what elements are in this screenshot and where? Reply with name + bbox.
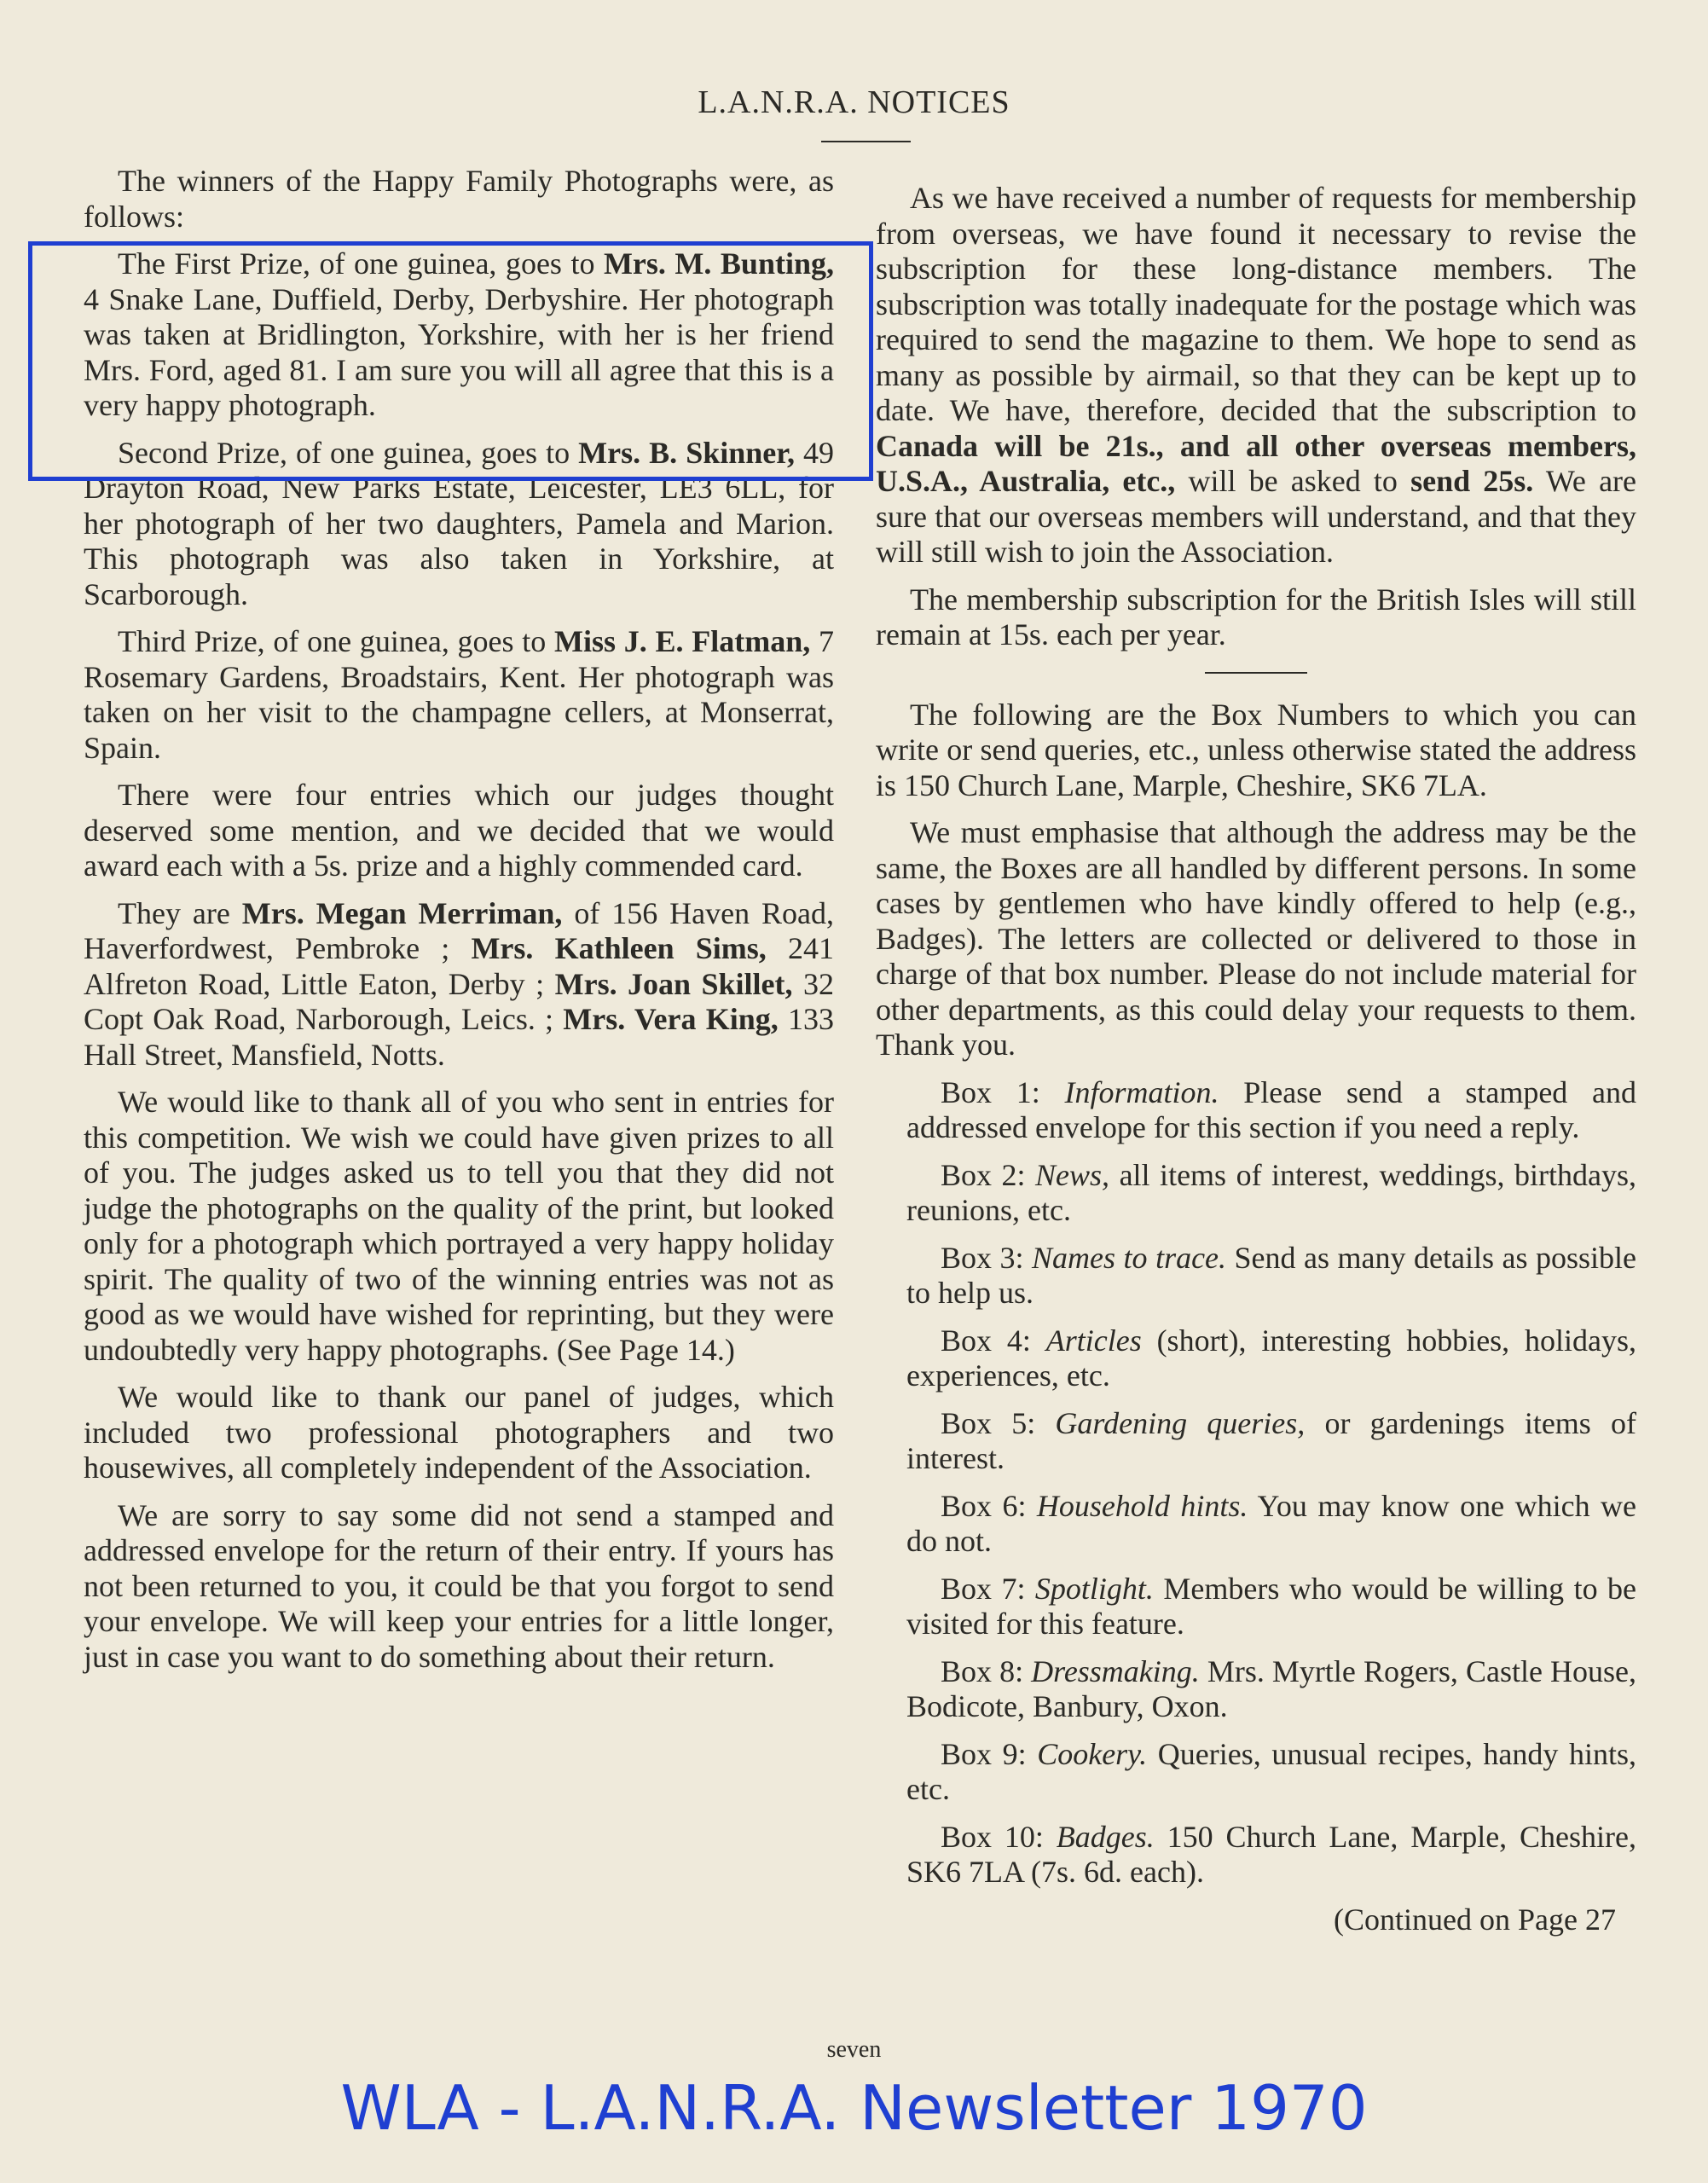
- winners-intro: The winners of the Happy Family Photographs were, as follows:: [84, 164, 834, 234]
- list-item: Box 2: News, all items of interest, weddings, birthdays, reunions, etc.: [906, 1157, 1637, 1227]
- second-prize-winner: Mrs. B. Skinner,: [578, 435, 795, 470]
- list-item: Box 8: Dressmaking. Mrs. Myrtle Rogers, Castle House, Bodicote, Banbury, Oxon.: [906, 1653, 1637, 1723]
- list-item: Box 7: Spotlight. Members who would be willing to be visited for this feature.: [906, 1571, 1637, 1641]
- highlight-box: [28, 241, 873, 481]
- list-item: Box 1: Information. Please send a stamped and addressed envelope for this section if you need a reply.: [906, 1074, 1637, 1144]
- list-item: Box 6: Household hints. You may know one which we do not.: [906, 1488, 1637, 1558]
- page-title: L.A.N.R.A. NOTICES: [698, 84, 1010, 120]
- list-item: Box 9: Cookery. Queries, unusual recipes, handy hints, etc.: [906, 1736, 1637, 1806]
- continued-note: (Continued on Page 27: [1334, 1902, 1616, 1937]
- title-underline: [821, 141, 911, 142]
- envelope-paragraph: We are sorry to say some did not send a stamped and addressed envelope for the return of their entry. If yours has not been returned to you, it could be that you forgot to send your envelope. We will keep your entries for a little longer, just in case you want to do something about their return.: [84, 1497, 834, 1674]
- mentions-intro: There were four entries which our judges thought deserved some mention, and we decided that we would award each with a 5s. prize and a highly commended card.: [84, 778, 834, 883]
- first-prize-winner: Mrs. M. Bunting,: [603, 246, 834, 281]
- british-isles-paragraph: The membership subscription for the British Isles will still remain at 15s. each per year.: [876, 582, 1636, 651]
- right-column: [876, 181, 1636, 1949]
- section-divider: [1205, 672, 1307, 674]
- thanks-entries-paragraph: We would like to thank all of you who sent in entries for this competition. We wish we could have given prizes to all of you. The judges asked us to tell you that they did not judge the photographs on the quality of the print, but looked only for a photograph which portrayed a very happy holiday spirit. The quality of two of the winning entries was not as good as we would have wished for reprinting, but they were undoubtedly very happy photographs. (See Page 14.): [84, 1085, 834, 1367]
- box-list: [876, 1075, 1636, 1891]
- third-prize-paragraph: Third Prize, of one guinea, goes to Miss J. E. Flatman, 7 Rosemary Gardens, Broadstairs, Kent. Her photograph was taken on her visit to the champagne cellers, at Monserrat, Spain.: [84, 624, 834, 765]
- box-numbers-intro: The following are the Box Numbers to which you can write or send queries, etc., unless otherwise stated the address is 150 Church Lane, Marple, Cheshire, SK6 7LA.: [876, 697, 1636, 802]
- mentions-list: They are Mrs. Megan Merriman, of 156 Haven Road, Haverfordwest, Pembroke ; Mrs. Kathleen Sims, 241 Alfreton Road, Little Eaton, Derby ; Mrs. Joan Skillet, 32 Copt Oak Road, Narborough, Leics. ; Mrs. Vera King, 133 Hall Street, Mansfield, Notts.: [84, 895, 834, 1072]
- thanks-judges-paragraph: We would like to thank our panel of judges, which included two professional photographers and two housewives, all completely independent of the Association.: [84, 1380, 834, 1485]
- footer-caption: WLA - L.A.N.R.A. Newsletter 1970: [340, 2072, 1368, 2144]
- list-item: Box 3: Names to trace. Send as many details as possible to help us.: [906, 1240, 1637, 1310]
- first-prize-paragraph: The First Prize, of one guinea, goes to Mrs. M. Bunting, 4 Snake Lane, Duffield, Derby, Derbyshire. Her photograph was taken at Bridlington, Yorkshire, with her is her friend Mrs. Ford, aged 81. I am sure you will all agree that this is a very happy photograph.: [84, 246, 834, 422]
- overseas-paragraph: As we have received a number of requests for membership from overseas, we have found it necessary to revise the subscription for these long-distance members. The subscription was totally inadequate for the postage which was required to send the magazine to them. We hope to send as many as possible by airmail, so that they can be kept up to date. We have, therefore, decided that the subscription to Canada will be 21s., and all other overseas members, U.S.A., Australia, etc., will be asked to send 25s. We are sure that our overseas members will understand, and that they will still wish to join the Association.: [876, 181, 1637, 569]
- page-number: seven: [826, 2036, 882, 2063]
- list-item: Box 4: Articles (short), interesting hobbies, holidays, experiences, etc.: [906, 1323, 1637, 1393]
- second-prize-paragraph: Second Prize, of one guinea, goes to Mrs. B. Skinner, 49 Drayton Road, New Parks Estate, Leicester, LE3 6LL, for her photograph of her two daughters, Pamela and Marion. This photograph was also taken in Yorkshire, at Scarborough.: [84, 435, 835, 611]
- list-item: Box 5: Gardening queries, or gardenings items of interest.: [906, 1405, 1636, 1475]
- third-prize-winner: Miss J. E. Flatman,: [554, 624, 811, 658]
- list-item: Box 10: Badges. 150 Church Lane, Marple, Cheshire, SK6 7LA (7s. 6d. each).: [906, 1819, 1637, 1889]
- emphasise-paragraph: We must emphasise that although the address may be the same, the Boxes are all handled by different persons. In some cases by gentlemen who have kindly offered to help (e.g., Badges). The letters are collected or delivered to those in charge of that box number. Please do not include material for other departments, as this could delay your requests to them. Thank you.: [876, 815, 1636, 1062]
